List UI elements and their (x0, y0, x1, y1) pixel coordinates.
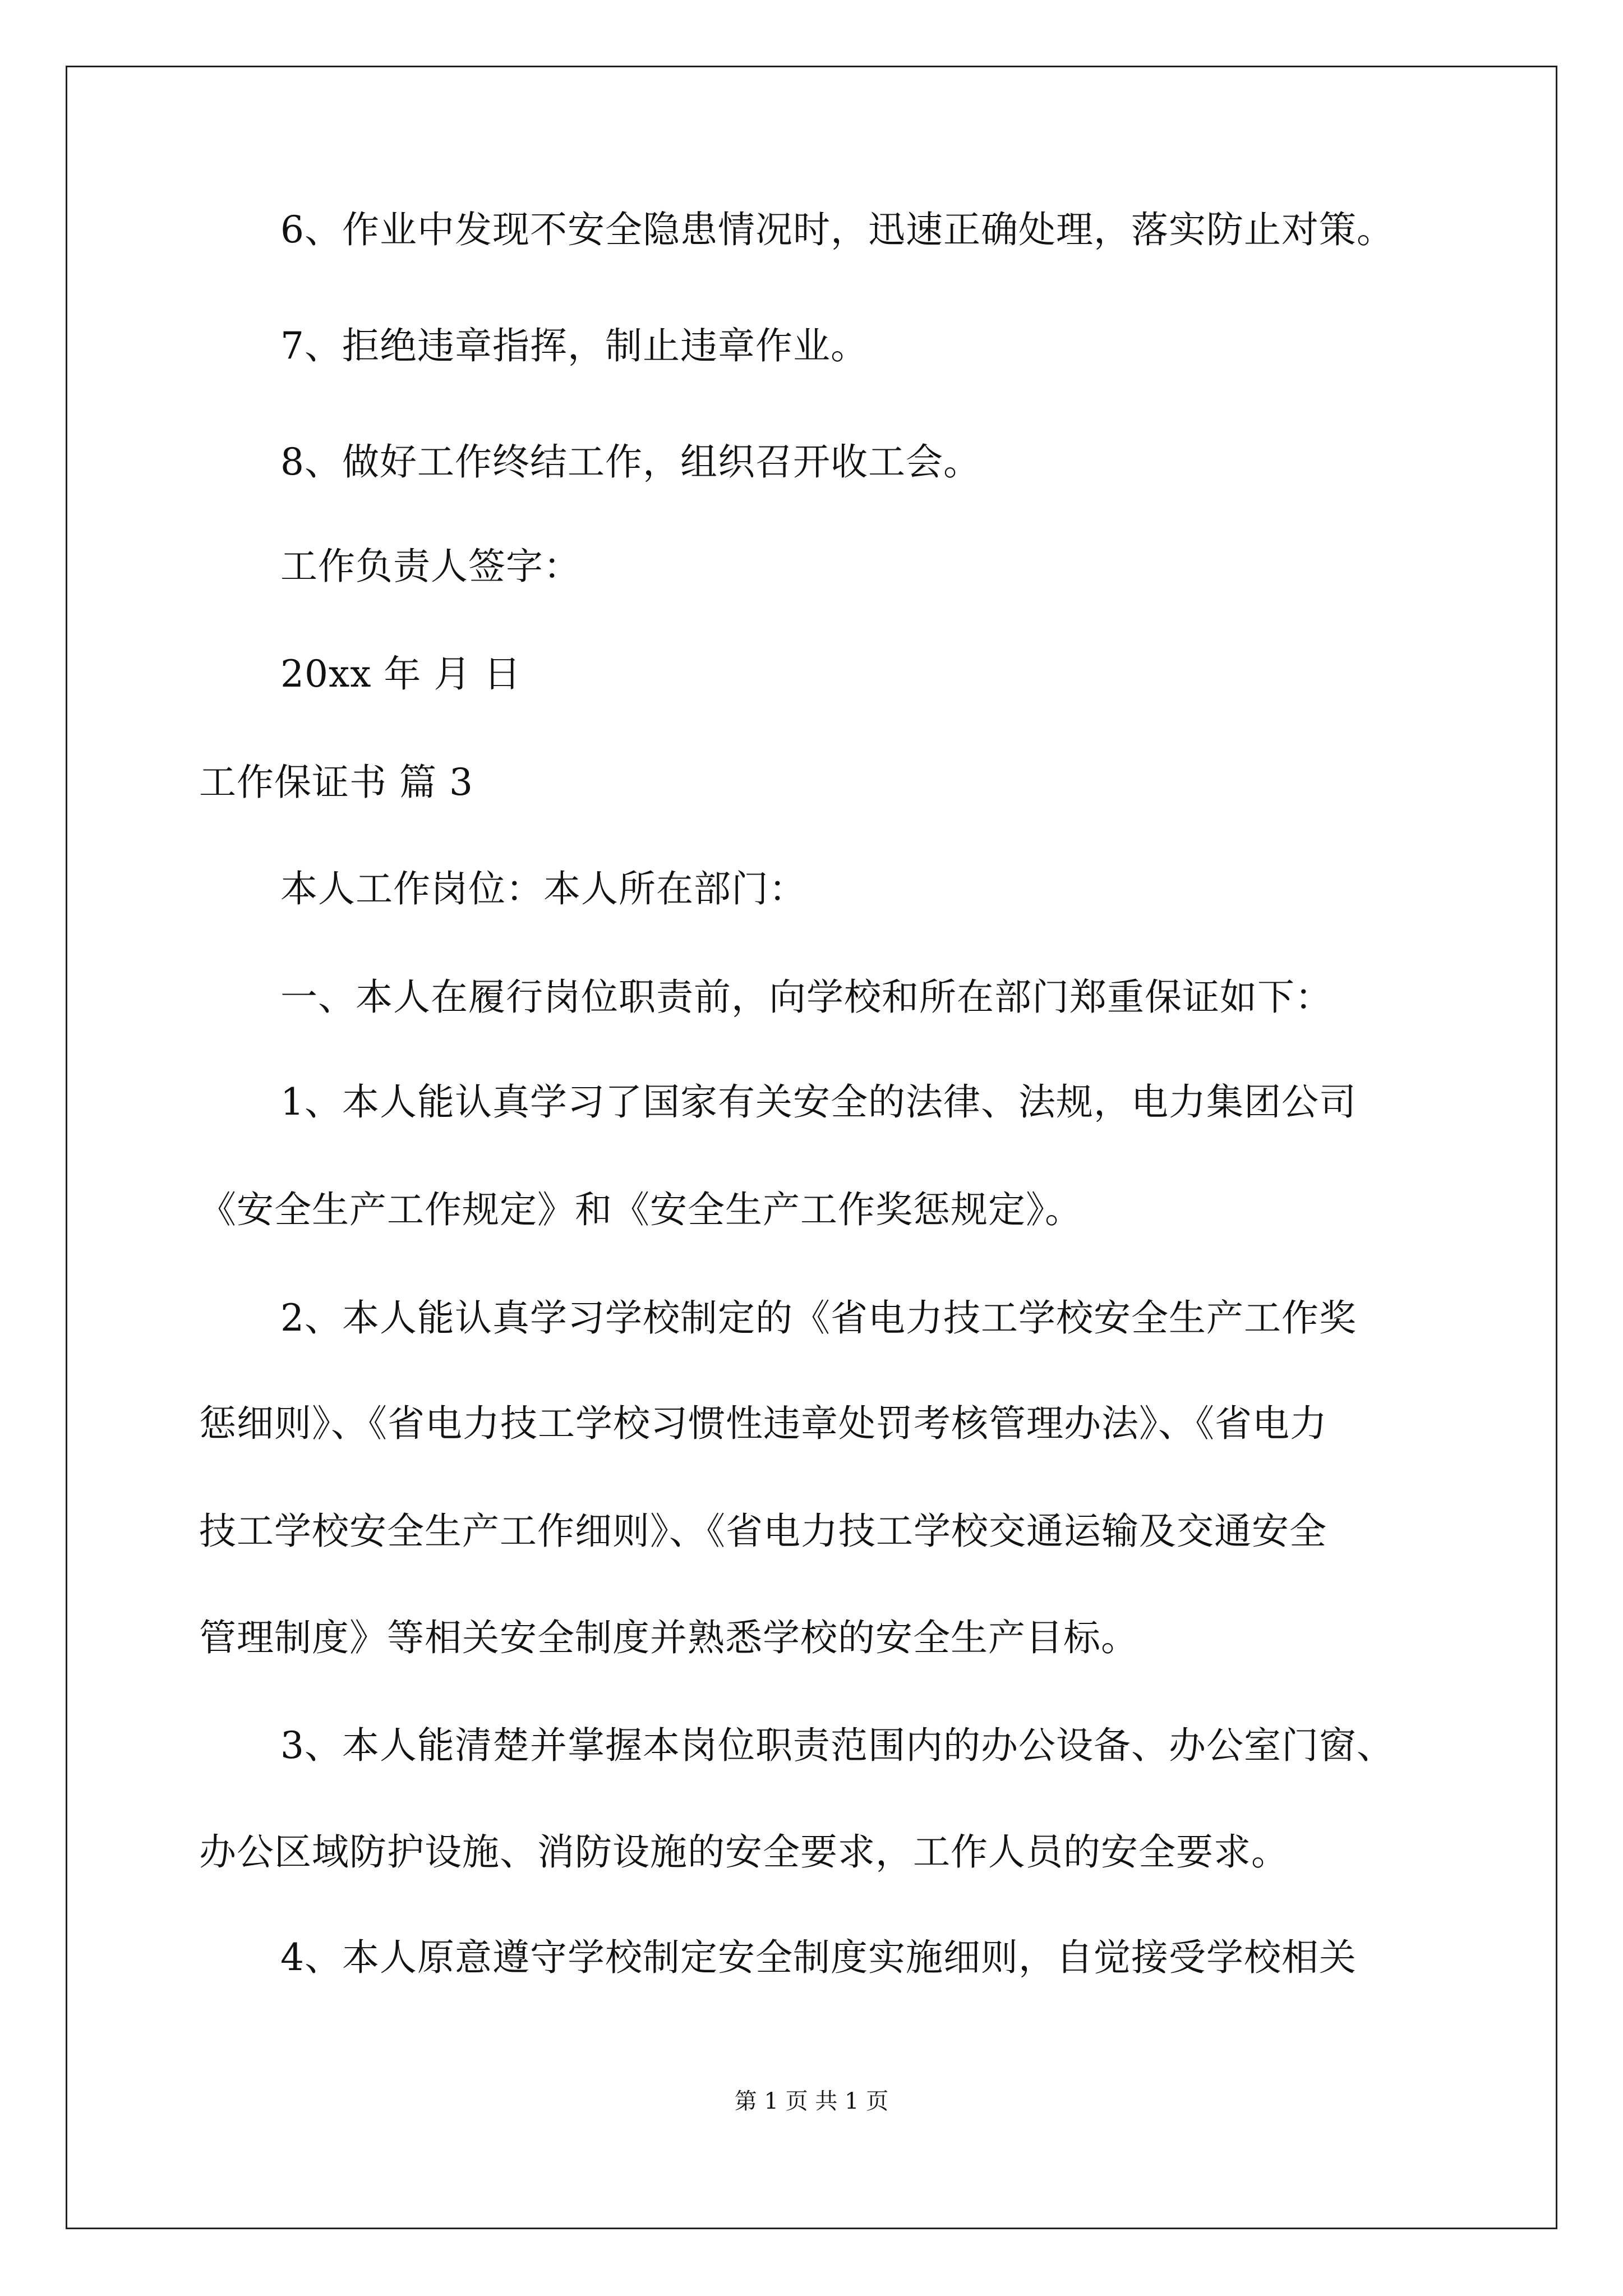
position-department-line: 本人工作岗位：本人所在部门： (280, 867, 806, 910)
text-line-item-2-cont-1: 惩细则》、《省电力技工学校习惯性违章处罚考核管理办法》、《省电力 (199, 1402, 1327, 1445)
signature-label: 工作负责人签字： (280, 545, 581, 588)
text-line-item-3: 3、本人能清楚并掌握本岗位职责范围内的办公设备、办公室门窗、 (280, 1724, 1394, 1767)
text-line-item-1: 1、本人能认真学习了国家有关安全的法律、法规，电力集团公司 (280, 1080, 1357, 1124)
text-line-item-3-cont: 办公区域防护设施、消防设施的安全要求，工作人员的安全要求。 (199, 1830, 1289, 1874)
text-line-item-2: 2、本人能认真学习学校制定的《省电力技工学校安全生产工作奖 (280, 1296, 1357, 1340)
text-line-item-2-cont-2: 技工学校安全生产工作细则》、《省电力技工学校交通运输及交通安全 (199, 1510, 1327, 1553)
page-border (66, 66, 1557, 2229)
text-line-item-7: 7、拒绝违章指挥，制止违章作业。 (280, 324, 868, 367)
text-line-item-6: 6、作业中发现不安全隐患情况时，迅速正确处理，落实防止对策。 (280, 208, 1394, 251)
section-heading: 工作保证书 篇 3 (199, 761, 473, 804)
page-footer: 第 1 页 共 1 页 (734, 2088, 889, 2114)
date-line: 20xx 年 月 日 (280, 652, 522, 696)
text-line-item-4: 4、本人原意遵守学校制定安全制度实施细则，自觉接受学校相关 (280, 1936, 1357, 1979)
pledge-intro: 一、本人在履行岗位职责前，向学校和所在部门郑重保证如下： (280, 976, 1332, 1019)
text-line-item-8: 8、做好工作终结工作，组织召开收工会。 (280, 440, 981, 484)
text-line-item-1-cont: 《安全生产工作规定》和《安全生产工作奖惩规定》。 (199, 1188, 1082, 1231)
text-line-item-2-cont-3: 管理制度》等相关安全制度并熟悉学校的安全生产目标。 (199, 1616, 1138, 1659)
